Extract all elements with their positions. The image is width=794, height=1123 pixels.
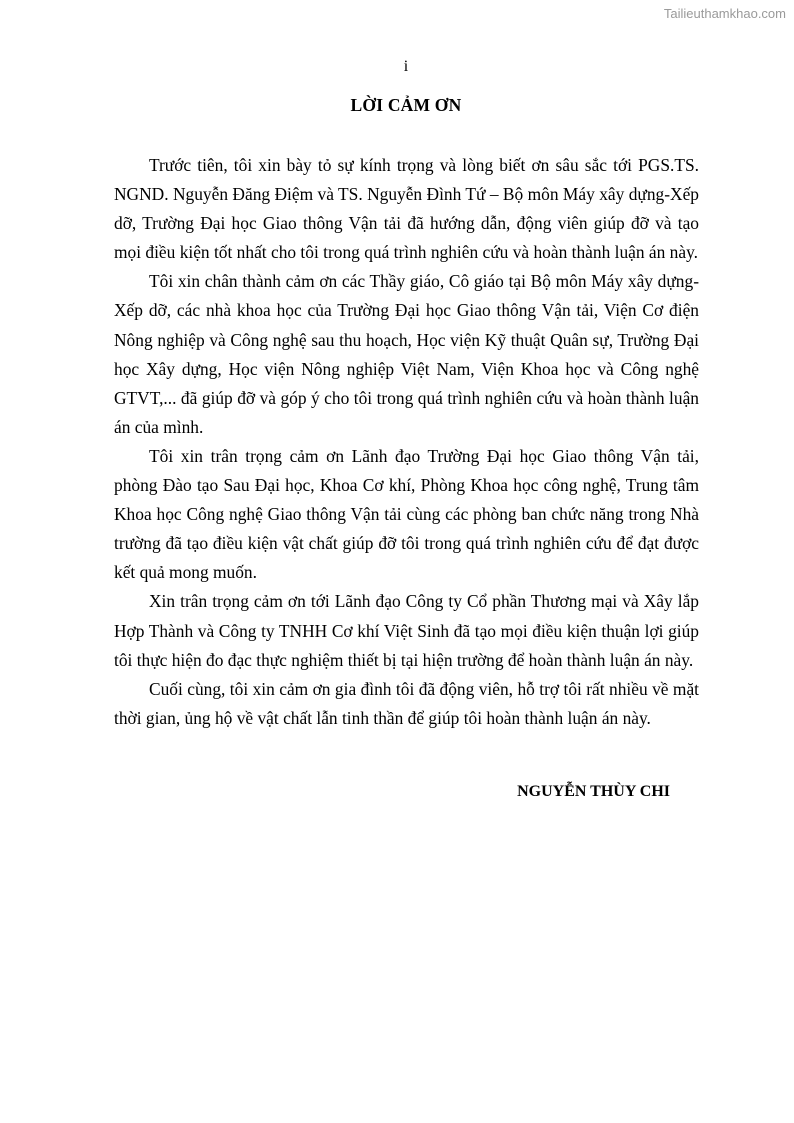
page-title: LỜI CẢM ƠN: [350, 95, 462, 115]
paragraph-1: Trước tiên, tôi xin bày tỏ sự kính trọng và lòng biết ơn sâu sắc tới PGS.TS. NGND. Nguyễn Đăng Điệm và TS. Nguyễn Đình Tứ – Bộ môn Máy xây dựng-Xếp dỡ, Trường Đại học Giao thông Vận tải đã hướng dẫn, động viên giúp đỡ và tạo mọi điều kiện tốt nhất cho tôi trong quá trình nghiên cứu và hoàn thành luận án này.: [114, 155, 699, 263]
paragraph-5: Cuối cùng, tôi xin cảm ơn gia đình tôi đã động viên, hỗ trợ tôi rất nhiều về mặt thời gian, ủng hộ về vật chất lẫn tinh thần để giúp tôi hoàn thành luận án này.: [114, 678, 699, 728]
page-number: i: [403, 58, 409, 75]
paragraph-2: Tôi xin chân thành cảm ơn các Thầy giáo, Cô giáo tại Bộ môn Máy xây dựng-Xếp dỡ, các nhà khoa học của Trường Đại học Giao thông Vận tải, Viện Cơ điện Nông nghiệp và Công nghệ sau thu hoạch, Học viện Kỹ thuật Quân sự, Trường Đại học Xây dựng, Học viện Nông nghiệp Việt Nam, Viện Khoa học và Công nghệ GTVT,... đã giúp đỡ và góp ý cho tôi trong quá trình nghiên cứu và hoàn thành luận án của mình.: [114, 271, 699, 437]
acknowledgement-body: [114, 151, 699, 733]
paragraph-4: Xin trân trọng cảm ơn tới Lãnh đạo Công ty Cổ phần Thương mại và Xây lắp Hợp Thành và Công ty TNHH Cơ khí Việt Sinh đã tạo mọi điều kiện thuận lợi giúp tôi thực hiện đo đạc thực nghiệm thiết bị tại hiện trường để hoàn thành luận án này.: [114, 591, 699, 670]
author-signature: NGUYỄN THÙY CHI: [517, 783, 670, 800]
watermark-text: Tailieuthamkhao.com: [663, 6, 786, 21]
paragraph-3: Tôi xin trân trọng cảm ơn Lãnh đạo Trường Đại học Giao thông Vận tải, phòng Đào tạo Sau Đại học, Khoa Cơ khí, Phòng Khoa học công nghệ, Trung tâm Khoa học Công nghệ Giao thông Vận tải cùng các phòng ban chức năng trong Nhà trường đã tạo điều kiện vật chất giúp đỡ tôi trong quá trình nghiên cứu để đạt được kết quả mong muốn.: [114, 445, 699, 583]
